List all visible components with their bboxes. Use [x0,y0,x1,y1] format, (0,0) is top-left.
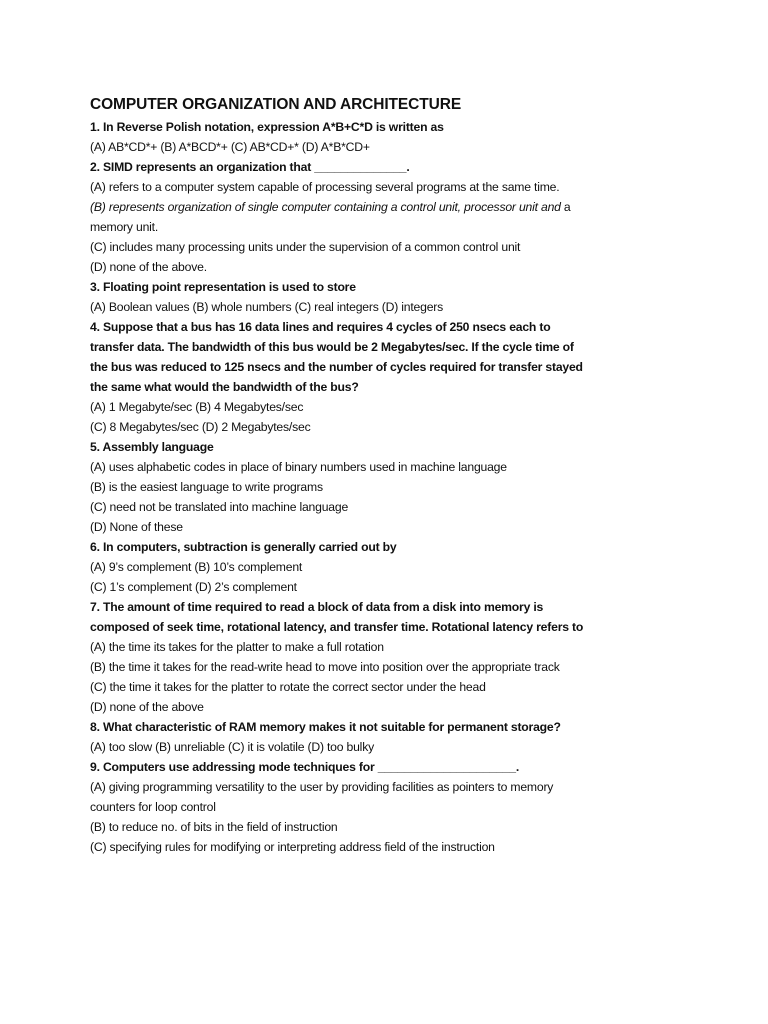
option-c: (C) need not be translated into machine language [90,500,349,514]
question-text: 5. Assembly language [90,440,214,454]
question-7 [90,597,590,717]
question-text: 8. What characteristic of RAM memory makes it not suitable for permanent storage? [90,720,561,734]
option-line: (A) 1 Megabyte/sec (B) 4 Megabytes/sec [90,400,304,414]
option-line: (A) too slow (B) unreliable (C) it is volatile (D) too bulky [90,740,374,754]
question-4 [90,317,590,437]
option-a: (A) the time its takes for the platter to make a full rotation [90,640,384,654]
option-c: (C) the time it takes for the platter to rotate the correct sector under the head [90,680,486,694]
option-b-normal-text: a memory unit. [90,200,571,234]
question-8 [90,717,590,757]
question-3 [90,277,590,317]
question-1 [90,117,590,157]
option-b: (B) the time it takes for the read-write head to move into position over the appropriate track [90,660,560,674]
option-a: (A) refers to a computer system capable of processing several programs at the same time. [90,180,560,194]
option-a: (A) uses alphabetic codes in place of binary numbers used in machine language [90,460,507,474]
question-9 [90,757,590,857]
question-text: 6. In computers, subtraction is generally carried out by [90,540,397,554]
option-line: (C) 1’s complement (D) 2’s complement [90,580,297,594]
option-c: (C) includes many processing units under the supervision of a common control unit [90,240,521,254]
option-c: (C) specifying rules for modifying or interpreting address field of the instruction [90,840,495,854]
question-text: 7. The amount of time required to read a block of data from a disk into memory is composed of seek time, rotational latency, and transfer time. Rotational latency refers to [90,600,584,634]
option-b: (B) is the easiest language to write programs [90,480,323,494]
option-d: (D) none of the above [90,700,204,714]
question-2 [90,157,590,277]
question-text: 1. In Reverse Polish notation, expression A*B+C*D is written as [90,120,444,134]
option-line: (A) Boolean values (B) whole numbers (C) real integers (D) integers [90,300,444,314]
option-b-italic-text: (B) represents organization of single computer containing a control unit, processor unit and [90,200,561,214]
option-line: (A) AB*CD*+ (B) A*BCD*+ (C) AB*CD+* (D) A*B*CD+ [90,140,370,154]
option-d: (D) None of these [90,520,183,534]
option-d: (D) none of the above. [90,260,207,274]
question-text: 3. Floating point representation is used to store [90,280,356,294]
question-text: 9. Computers use addressing mode techniques for _____________________. [90,760,520,774]
option-line: (C) 8 Megabytes/sec (D) 2 Megabytes/sec [90,420,311,434]
document-title: COMPUTER ORGANIZATION AND ARCHITECTURE [90,96,462,113]
question-5 [90,437,590,537]
option-b: (B) to reduce no. of bits in the field of instruction [90,820,338,834]
question-text: 2. SIMD represents an organization that ______________. [90,160,410,174]
option-a: (A) giving programming versatility to the user by providing facilities as pointers to memory counters for loop control [90,780,554,814]
option-line: (A) 9’s complement (B) 10’s complement [90,560,303,574]
option-b [90,197,590,237]
document-body [90,94,590,857]
question-text: 4. Suppose that a bus has 16 data lines and requires 4 cycles of 250 nsecs each to transfer data. The bandwidth of this bus would be 2 Megabytes/sec. If the cycle time of the bus was reduced to 125 nsecs and the number of cycles required for transfer stayed the same what would the bandwidth of the bus? [90,320,583,394]
question-6 [90,537,590,597]
